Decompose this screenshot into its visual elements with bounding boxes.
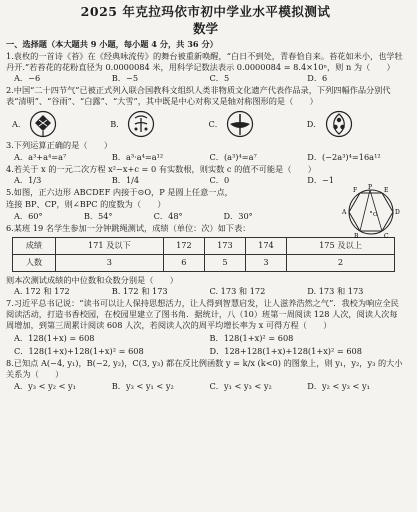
exam-title: 2025 年克拉玛依市初中学业水平模拟测试 bbox=[80, 4, 331, 19]
option-d: D．(−2a³)⁴=16a¹² bbox=[307, 151, 381, 162]
option-c: C．y₁ < y₃ < y₂ bbox=[209, 381, 272, 392]
hexagon-circle-figure bbox=[339, 183, 401, 241]
option-b: B．54° bbox=[83, 210, 113, 221]
label-b: B bbox=[354, 233, 359, 241]
table-cell: 3 bbox=[55, 254, 163, 271]
table-cell: 5 bbox=[204, 254, 245, 271]
question-1-options bbox=[6, 73, 405, 84]
table-cell: 人数 bbox=[13, 254, 56, 271]
table-cell: 2 bbox=[286, 254, 394, 271]
option-b: B．−5 bbox=[111, 73, 139, 84]
label-c: C bbox=[384, 233, 389, 241]
label-a: A bbox=[342, 209, 347, 217]
option-a: A．a³+a⁴=a⁷ bbox=[14, 151, 67, 162]
table-cell: 172 bbox=[163, 237, 204, 254]
table-cell: 6 bbox=[163, 254, 204, 271]
table-row bbox=[13, 237, 395, 254]
question-2-figures bbox=[6, 110, 405, 138]
question-6: 6.某班 19 名学生参加一分钟跳绳测试，成绩（单位：次）如下表： bbox=[6, 222, 251, 233]
qingming-icon bbox=[29, 110, 57, 138]
option-d: D. 173 和 173 bbox=[307, 286, 364, 297]
table-cell: 174 bbox=[245, 237, 286, 254]
option-b: B．a³·a⁴=a¹² bbox=[111, 151, 164, 162]
option-b: B. 172 和 173 bbox=[111, 286, 168, 297]
option-a: A．y₃ < y₂ < y₁ bbox=[14, 381, 76, 392]
option-d: D．6 bbox=[307, 73, 328, 84]
label-d: D bbox=[395, 209, 400, 217]
question-5-line-2: 连接 BP、CP，则∠BPC 的度数为（ ） bbox=[6, 199, 166, 210]
option-a-label: A． bbox=[12, 118, 27, 129]
option-d: D．30° bbox=[223, 210, 253, 221]
option-b bbox=[110, 110, 208, 138]
section-heading: 一、选择题（本大题共 9 小题，每小题 4 分，共 36 分） bbox=[6, 39, 218, 49]
question-6-options bbox=[6, 286, 405, 297]
option-c: C．128(1+x)+128(1+x)² = 608 bbox=[14, 345, 144, 356]
option-c: C. 173 和 172 bbox=[209, 286, 266, 297]
option-b: B．y₃ < y₁ < y₂ bbox=[111, 381, 174, 392]
option-c-label: C． bbox=[208, 118, 223, 129]
option-d: D．y₂ < y₃ < y₁ bbox=[307, 381, 370, 392]
table-cell: 3 bbox=[245, 254, 286, 271]
question-7: 7.习近平总书记说：“读书可以让人保持思想活力，让人得到智慧启发，让人滋养浩然之气”．我校为响应全民阅读活动，打造书香校园，在校园里建立了图书角．据统计，八（10）班第一周阅读 128 人次，阅读人次每周增加，到第三周累计阅读 608 人次，若阅读人次的周平均增长率为 x 可得方程（ ） bbox=[6, 298, 399, 330]
table-cell: 171 及以下 bbox=[55, 237, 163, 254]
label-e: E bbox=[384, 187, 389, 195]
exam-subject: 数学 bbox=[192, 20, 218, 36]
question-5-options bbox=[6, 211, 293, 222]
question-6-prompt: 则本次测试成绩的中位数和众数分别是（ ） bbox=[6, 274, 178, 285]
question-5-line-1: 5.如图，正六边形 ABCDEF 内接于⊙O，P 是圆上任意一点， bbox=[6, 187, 233, 198]
option-c: C．48° bbox=[153, 210, 183, 221]
question-2: 2.中国“二十四节气”已被正式列入联合国教科文组织人类非物质文化遗产代表作品录，下列四幅作品分别代表“清明”、“谷雨”、“白露”、“大雪”，其中既是中心对称又是轴对称图形的是（ ） bbox=[6, 85, 391, 107]
option-d: D．128+128(1+x)+128(1+x)² = 608 bbox=[209, 345, 362, 356]
table-row bbox=[13, 254, 395, 271]
question-8-options bbox=[6, 381, 405, 392]
option-d: D．−1 bbox=[307, 175, 335, 186]
option-c bbox=[209, 110, 307, 138]
question-7-options bbox=[6, 332, 405, 358]
question-8: 8.已知点 A(−4, y₁)，B(−2, y₂)，C(3, y₃) 都在反比例函数 y = k/x (k<0) 的图象上，则 y₁，y₂，y₃ 的大小关系为（ ） bbox=[6, 358, 403, 380]
label-p: P bbox=[367, 184, 373, 192]
option-a: A．1/3 bbox=[14, 175, 42, 186]
question-4: 4.若关于 x 的一元二次方程 x²−x+c = 0 有实数根，则实数 c 的值不可能是（ ） bbox=[6, 163, 316, 174]
bailu-icon bbox=[226, 110, 254, 138]
option-a: A．−6 bbox=[14, 73, 41, 84]
score-table bbox=[12, 237, 395, 272]
table-cell: 175 及以上 bbox=[286, 237, 394, 254]
option-a: A. 172 和 172 bbox=[14, 286, 70, 297]
question-3: 3.下列运算正确的是（ ） bbox=[6, 139, 113, 150]
option-c: C．(a³)⁴=a⁷ bbox=[209, 151, 257, 162]
option-c: C．5 bbox=[209, 73, 230, 84]
label-o: O bbox=[373, 212, 378, 219]
table-cell: 173 bbox=[204, 237, 245, 254]
question-3-options bbox=[6, 152, 405, 163]
label-f: F bbox=[353, 187, 358, 195]
daxue-icon bbox=[325, 110, 353, 138]
option-d-label: D． bbox=[306, 118, 322, 129]
option-b: B．128(1+x)² = 608 bbox=[209, 332, 294, 343]
option-d bbox=[307, 110, 405, 138]
option-a: A．60° bbox=[14, 210, 43, 221]
question-1: 1.袁枚的一首诗《苔》在《经典咏流传》的舞台被重新唤醒，“白日不到处，青春恰自来。苔花如米小，也学牡丹开.”若苔花的花粉直径为 0.0000084 米，用科学记数法表示 0.0000084 = 8.4×10ⁿ，则 n 为（ ） bbox=[6, 50, 403, 72]
option-c: C．0 bbox=[209, 175, 230, 186]
option-b-label: B． bbox=[110, 118, 125, 129]
table-cell: 成绩 bbox=[13, 237, 56, 254]
option-b: B．1/4 bbox=[111, 175, 140, 186]
option-a bbox=[12, 110, 110, 138]
option-a: A．128(1+x) = 608 bbox=[14, 332, 95, 343]
guyu-icon bbox=[127, 110, 155, 138]
